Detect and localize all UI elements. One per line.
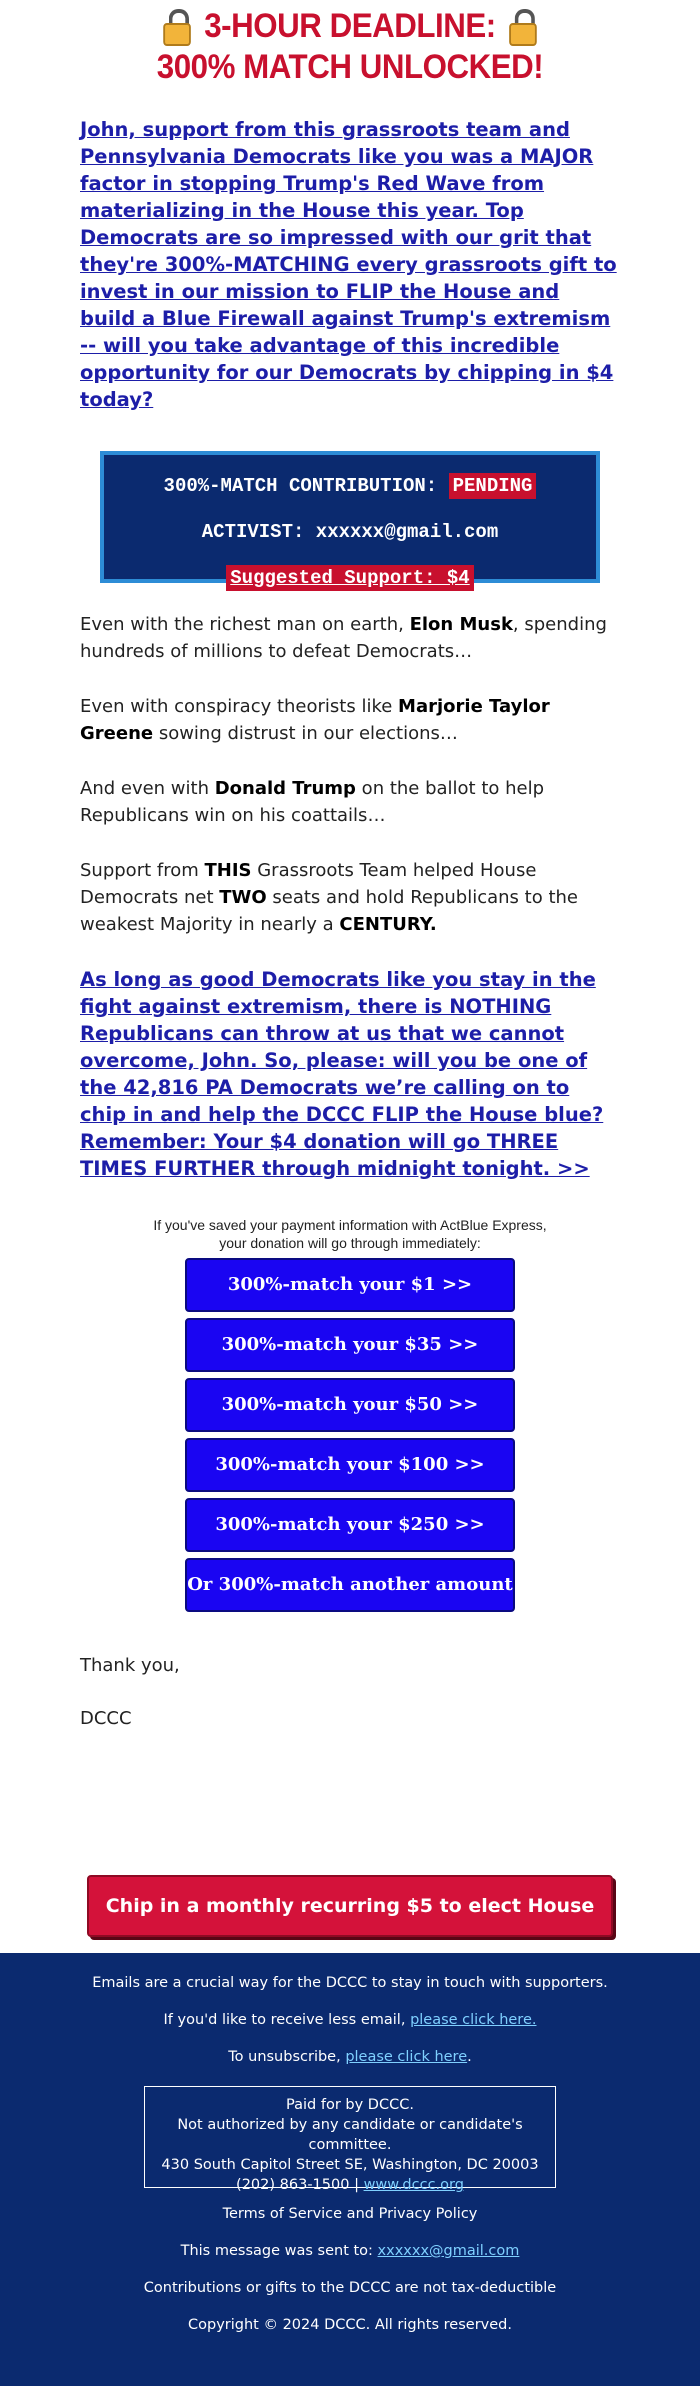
sender-name: DCCC [80, 1708, 132, 1729]
paragraph-text: , spending hundreds of millions to defeat Democrats… [80, 614, 607, 662]
match-contribution-box[interactable] [100, 451, 600, 589]
activist-email: xxxxxx@gmail.com [315, 521, 499, 543]
paragraph-text: And even with [80, 778, 215, 799]
suggested-row [104, 555, 596, 601]
header-line-1 [28, 6, 672, 47]
tax-notice: Contributions or gifts to the DCCC are not tax-deductible [143, 2280, 557, 2296]
express-note-line: If you've saved your payment information with ActBlue Express, [153, 1217, 547, 1233]
paragraph-text: Grassroots Team helped House Democrats net [80, 860, 537, 908]
paragraph-text: seats and hold Republicans to the weakest Majority in nearly a [80, 887, 578, 935]
unsubscribe-link[interactable]: please click here [345, 2049, 468, 2065]
contribution-row [104, 463, 596, 509]
paid-for-box [144, 2086, 556, 2193]
paragraph-musk [80, 611, 620, 665]
suggested-support-link[interactable]: Suggested Support: $4 [226, 565, 473, 591]
donate-50-button[interactable]: 300%-match your $50 >> [185, 1378, 515, 1432]
donate-other-amount-button[interactable]: Or 300%-match another amount >> [185, 1558, 515, 1612]
footer-text: This message was sent to: [180, 2243, 378, 2259]
contact-line [145, 2175, 555, 2195]
header-line-2: 300% MATCH UNLOCKED! [156, 48, 544, 87]
footer-sent-to [0, 2241, 700, 2261]
paragraph-text: Even with conspiracy theorists like [80, 696, 399, 717]
footer [0, 1953, 700, 2386]
less-email-link[interactable]: please click here. [410, 2012, 537, 2028]
activist-label: ACTIVIST: [201, 521, 305, 543]
deadline-header [0, 0, 700, 88]
donate-35-button[interactable]: 300%-match your $35 >> [185, 1318, 515, 1372]
paragraph-text: Support from [80, 860, 205, 881]
footer-text: If you'd like to receive less email, [163, 2012, 411, 2028]
footer-intro: Emails are a crucial way for the DCCC to stay in touch with supporters. [92, 1975, 608, 1991]
cta-link[interactable]: As long as good Democrats like you stay in the fight against extremism, there is NOTHING Republicans can throw at us that we cannot overcome, John. So, please: will you be one of the 42,816 PA Democrats we’re calling on to chip in and help the DCCC FLIP the House blue? Remember: Your $4 donation will go THREE TIMES FURTHER through midnight tonight. >> [80, 968, 604, 1180]
address-line: 430 South Capitol Street SE, Washington, DC 20003 [161, 2157, 539, 2173]
website-link[interactable]: www.dccc.org [363, 2177, 464, 2193]
lock-icon [508, 9, 539, 47]
paragraph-text: on the ballot to help Republicans win on his coattails… [80, 778, 545, 826]
copyright: Copyright © 2024 DCCC. All rights reserved. [188, 2317, 512, 2333]
activist-row [104, 509, 596, 555]
paid-for-line: Paid for by DCCC. [286, 2097, 414, 2113]
bold-name: Elon Musk [409, 614, 513, 635]
header-line-1-text: 3-HOUR DEADLINE: [204, 7, 496, 45]
actblue-express-note [80, 1216, 620, 1252]
bold-word: TWO [219, 887, 267, 908]
paragraph-text: Even with the richest man on earth, [80, 614, 410, 635]
paragraph-text: sowing distrust in our elections… [153, 723, 458, 744]
contribution-label: 300%-MATCH CONTRIBUTION: [163, 475, 438, 497]
bold-name: Marjorie Taylor Greene [80, 696, 550, 744]
disclaimer-line: Not authorized by any candidate or candidate's committee. [177, 2117, 523, 2153]
footer-less-email [0, 2010, 700, 2030]
lead-link[interactable]: John, support from this grassroots team and Pennsylvania Democrats like you was a MAJOR factor in stopping Trump's Red Wave from materializing in the House this year. Top Democrats are so impressed with our grit that they're 300%-MATCHING every grassroots gift to invest in our mission to FLIP the House and build a Blue Firewall against Trump's extremism -- will you take advantage of this incredible opportunity for our Democrats by chipping in $4 today? [80, 118, 617, 411]
donate-1-button[interactable]: 300%-match your $1 >> [185, 1258, 515, 1312]
contribution-status: PENDING [449, 473, 537, 499]
recipient-email-link[interactable]: xxxxxx@gmail.com [377, 2243, 520, 2259]
footer-text: . [467, 2049, 472, 2065]
phone-number: (202) 863-1500 | [236, 2177, 364, 2193]
donate-250-button[interactable]: 300%-match your $250 >> [185, 1498, 515, 1552]
donation-button-list [80, 1258, 620, 1645]
donate-100-button[interactable]: 300%-match your $100 >> [185, 1438, 515, 1492]
footer-unsubscribe [0, 2047, 700, 2067]
bold-word: CENTURY. [339, 914, 437, 935]
paragraph-greene [80, 693, 620, 747]
bold-name: Donald Trump [214, 778, 356, 799]
lock-icon [161, 9, 192, 47]
footer-text: To unsubscribe, [228, 2049, 346, 2065]
bold-word: THIS [204, 860, 252, 881]
terms-link[interactable]: Terms of Service and Privacy Policy [222, 2206, 478, 2222]
thank-you-text: Thank you, [80, 1655, 180, 1676]
monthly-recurring-button[interactable]: Chip in a monthly recurring $5 to elect House [87, 1875, 613, 1937]
signoff [80, 1652, 620, 1732]
paragraph-trump [80, 775, 620, 829]
paragraph-grassroots [80, 857, 620, 938]
express-note-line: your donation will go through immediately: [219, 1235, 481, 1251]
